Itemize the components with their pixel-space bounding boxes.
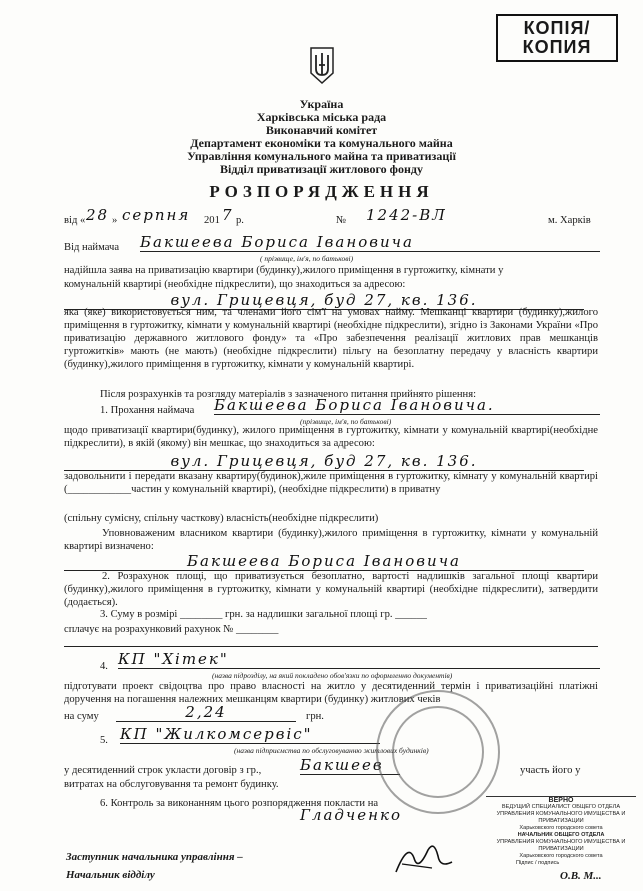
copy-stamp-line-1: КОПІЯ/ xyxy=(523,18,591,38)
footer-role-2: Начальник відділу xyxy=(66,869,155,881)
control-signature: Гладченко xyxy=(300,806,403,824)
item-5-org: КП "Жилкомсервіс" xyxy=(120,725,380,744)
paragraph-7: (спільну сумісну, спільну часткову) власність(необхідне підкреслити) xyxy=(64,513,379,524)
paragraph-2: комунальній квартирі (необхідне підкреслити), що знаходиться за адресою: xyxy=(64,279,406,290)
cert-line-4: Харьковского городского совета xyxy=(519,825,603,831)
header-country: Україна xyxy=(299,97,344,111)
item-1-caption: (прізвище, ім'я, по батькові) xyxy=(300,417,392,426)
round-seal-inner xyxy=(392,706,484,798)
date-year-prefix: 201 xyxy=(204,215,220,226)
paragraph-3: яка (яке) використовується ним, та членами його сім'ї на умовах найму. Мешканці квартири (будинку),жилого приміщення в гуртожитку, кімнати у комунальній квартирі (необхідне підкреслити), згідно із Законами України «Про приватизацію державного житлового фонду» та «Про забезпечення реалізації житлових прав мешканців гуртожитків» мають (не мають) (необхідне підкреслити) пільгу на безоплатну передачу у власність квартири (будинку),жилого приміщення в гуртожитку, кімнати у комунальній квартирі. xyxy=(64,307,598,370)
order-number-label: № xyxy=(336,215,347,226)
blank-line xyxy=(64,646,598,647)
cert-line-8: Підпис / подпись xyxy=(516,860,560,866)
tenant-name: Бакшеева Бориса Івановича xyxy=(140,233,600,252)
sum-unit: грн. xyxy=(306,711,324,722)
paragraph-10a: у десятиденний строк укласти договір з гр., xyxy=(64,765,262,776)
cert-line-2: ВЕДУЩИЙ СПЕЦИАЛИСТ ОБЩЕГО ОТДЕЛА xyxy=(501,804,621,810)
cert-line-7: Харьковского городского совета xyxy=(519,853,603,859)
item-5-label: 5. xyxy=(100,735,108,746)
copy-stamp-line-2: КОПИЯ xyxy=(522,37,592,57)
item-4-caption: (назва підрозділу, на який покладено обов'язки по оформленню документів) xyxy=(212,671,453,680)
date-prefix: від « xyxy=(64,215,86,226)
item-4-label: 4. xyxy=(100,661,108,672)
cert-line-5: НАЧАЛЬНИК ОБЩЕГО ОТДЕЛА xyxy=(517,832,605,838)
paragraph-4: Після розрахунків та розгляду матеріалів з зазначеного питання прийнято рішення: xyxy=(100,389,477,400)
item-3a: 3. Суму в розмірі ________ грн. за надлишки загальної площі гр. ______ xyxy=(100,609,427,620)
sum-label: на суму xyxy=(64,711,99,722)
paragraph-10c: витратах на обслуговування та ремонт будинку. xyxy=(64,779,279,790)
order-number: 1242-ВЛ xyxy=(366,206,447,224)
date-year-digit: 7 xyxy=(222,206,234,224)
copy-stamp xyxy=(496,14,618,62)
date-year-suffix: р. xyxy=(236,215,244,226)
trident-emblem-icon xyxy=(309,45,335,85)
item-2: 2. Розрахунок площі, що приватизується безоплатно, вартості надлишків загальної площі квартири (будинку),жилого приміщення в гуртожитку, кімнати у комунальній квартирі (необхідне підкреслити), затвердити (додається). xyxy=(64,571,598,608)
paragraph-6: задовольнити і передати вказану квартиру(будинок),жиле приміщення в гуртожитку, кімнату у комунальній квартирі (____________частин у комунальній квартирі), (необхідне підкреслити) в приватну xyxy=(64,471,598,495)
cert-line-3: УПРАВЛЕНИЯ КОМУНАЛЬНОГО ИМУЩЕСТВА И ПРИВАТИЗАЦИИ xyxy=(496,811,626,824)
header-council: Харківська міська рада xyxy=(256,110,387,124)
item-1-name: Бакшеева Бориса Івановича. xyxy=(214,396,600,415)
item-5-caption: (назва підприємства по обслуговуванню житлових будинків) xyxy=(234,746,429,755)
header-department: Департамент економіки та комунального майна xyxy=(190,136,453,150)
address-2: вул. Грицевця, буд 27, кв. 136. xyxy=(64,452,584,471)
date-line xyxy=(64,206,604,232)
header-division: Відділ приватизації житлового фонду xyxy=(220,162,423,176)
item-1-label: 1. Прохання наймача xyxy=(100,405,195,416)
sum-value: 2,24 xyxy=(116,703,296,722)
footer-role-1: Заступник начальника управління – xyxy=(66,851,243,863)
item-4-org: КП "Хітек" xyxy=(118,650,600,669)
authorized-owner: Бакшеева Бориса Івановича xyxy=(64,552,584,571)
paragraph-9: підготувати проект свідоцтва про право власності на житло у десятиденний термін і приватизаційні платіжні доручення на погашення належних мешканцям квартири (будинку) житлових чеків xyxy=(64,681,598,705)
official-signature xyxy=(388,838,458,878)
paragraph-8: Уповноваженим власником квартири (будинку),жилого приміщення в гуртожитку, кімнати у комунальній квартирі визначено: xyxy=(64,528,598,552)
city: м. Харків xyxy=(548,215,591,226)
contract-person: Бакшеев xyxy=(300,756,400,775)
date-quote: » xyxy=(112,215,118,226)
cert-verno: ВЕРНО xyxy=(548,797,574,804)
paragraph-10b: участь його у xyxy=(520,765,581,776)
header-directorate: Управління комунального майна та приватизації xyxy=(187,149,456,163)
tenant-label: Від наймача xyxy=(64,242,120,253)
cert-line-6: УПРАВЛЕНИЯ КОМУНАЛЬНОГО ИМУЩЕСТВА И ПРИВАТИЗАЦИИ xyxy=(496,839,626,852)
date-month: серпня xyxy=(122,206,191,224)
date-day: 28 xyxy=(86,206,110,224)
document-title: РОЗПОРЯДЖЕННЯ xyxy=(209,182,434,201)
paragraph-5: щодо приватизації квартири(будинку), жилого приміщення в гуртожитку, кімнати у комунальній квартирі(необхідне підкреслити), в якій (якому) він мешкає, що знаходиться за адресою: xyxy=(64,425,598,449)
certification-stamp xyxy=(486,796,636,867)
item-6: 6. Контроль за виконанням цього розпорядження покласти на xyxy=(100,798,379,809)
item-3b: сплачує на розрахунковий рахунок № ________ xyxy=(64,624,279,635)
header-committee: Виконавчий комітет xyxy=(265,123,378,137)
paragraph-1: надійшла заява на приватизацію квартири (будинку),жилого приміщення в гуртожитку, кімнати у xyxy=(64,265,504,276)
address-1: вул. Грицевця, буд 27, кв. 136. xyxy=(64,291,584,310)
tenant-caption: ( прізвище, ім'я, по батькові) xyxy=(260,254,354,263)
footer-name-right: О.В. М... xyxy=(560,870,602,882)
